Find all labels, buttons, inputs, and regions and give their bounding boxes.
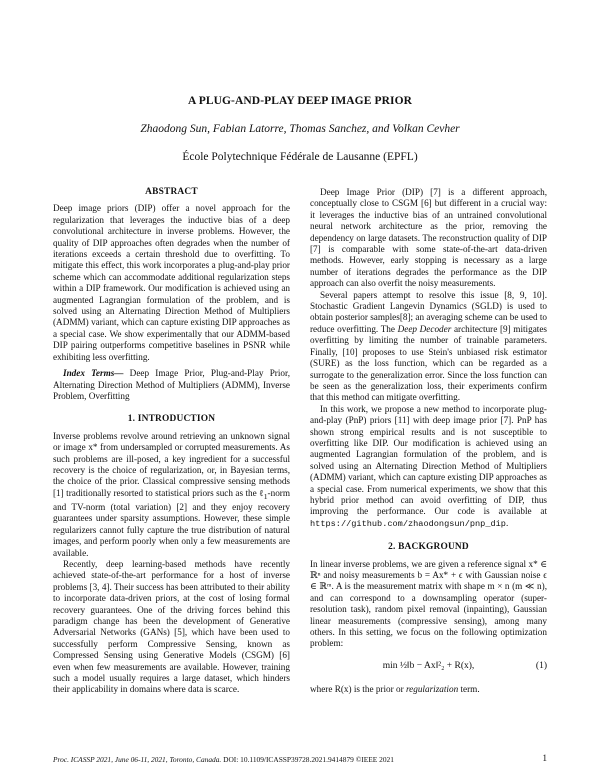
intro-paragraph-2: Recently, deep learning-based methods have recently achieved state-of-the-art performance for a host of inverse problems [3, 4]. Their success has been attributed to their ability to incorporate data-driven priors, at the cost of losing formal recovery guarantees. One of the driving forces behind this paradigm change has been the development of Generative Adversarial Networks (GANs) [5], which have been used to successfully perform Compressive Sensing, known as Compressed Sensing using Generative Models (CSGM) [6] even when few measurements are available. However, training such a model usually requires a large dataset, which hinders their applicability in domains where data is scarce.	[53, 559, 290, 695]
affiliation: École Polytechnique Fédérale de Lausanne (EPFL)	[182, 151, 418, 163]
equation-1	[310, 656, 547, 680]
equation-text: min ½‖b − Ax‖²₂ + R(x),	[382, 660, 475, 671]
footer-doi: DOI: 10.1109/ICASSP39728.2021.9414879	[221, 755, 354, 764]
contribution-paragraph	[310, 404, 547, 530]
intro-p1-a: Inverse problems revolve around retrieving an unknown signal or image x* from undersampled or corrupted measurements. As such problems are ill-posed, a key ingredient for a successful recovery is the choice of regularization, or, in Bayesian terms, the choice of the prior. Classical compressive sensing methods [1] traditionally resorted to statistical priors such as the ℓ	[53, 430, 290, 498]
dip-paragraph: Deep Image Prior (DIP) [7] is a different approach, conceptually close to CSGM [6] but different in a crucial way: it leverages the inductive bias of an untrained convolutional neural network architecture as the prior, removing the dependency on large datasets. The reconstruction quality of DIP [7] is comparable with some state-of-the-art data-driven methods. However, early stopping is necessary as a large number of iterations degrades the performance as the DIP approach can also overfit the noisy measurements.	[310, 187, 547, 289]
author-list: Zhaodong Sun, Fabian Latorre, Thomas Sanchez, and Volkan Cevher	[140, 123, 460, 135]
contrib-end: .	[505, 517, 509, 528]
index-terms-label: Index Terms—	[63, 368, 124, 379]
prior-sentence	[310, 684, 547, 695]
intro-heading: 1. INTRODUCTION	[127, 414, 216, 425]
rw-b: architecture [9] mitigates overfitting by limiting the number of trainable parameters. Finally, [10] proposes to use Stein's unbiased risk estimator (SURE) as the loss function, which can be regarded as a surrogate to the generalization error. Since the loss function can be seen as the generalization loss, their experiments confirm that this method can mitigate overfitting.	[310, 323, 547, 403]
right-column	[310, 187, 547, 695]
index-terms	[53, 368, 290, 402]
abstract-text: Deep image priors (DIP) offer a novel approach for the regularization that leverages the inductive bias of a deep convolutional architecture in inverse problems. However, the quality of DIP approaches often degrades when the number of iterations exceeds a certain threshold due to overfitting. To mitigate this effect, this work incorporates a plug-and-play prior scheme which can accommodate additional regularization steps within a DIP framework. Our modification is achieved using an augmented Lagrangian formulation of the problem, and is solved using an Alternating Direction Method of Multipliers (ADMM) variant, which can capture existing DIP approaches as a special case. We show experimentally that our ADMM-based DIP pairing outperforms competitive baselines in PSNR while exhibiting less overfitting.	[53, 203, 290, 362]
index-terms-text: Deep Image Prior, Plug-and-Play Prior, Alternating Direction Method of Multipliers (ADMM), Inverse Problem, Overfitting	[53, 368, 291, 401]
code-url-link[interactable]: https://github.com/zhaodongsun/pnp_dip	[310, 518, 506, 529]
footer-copyright: ©IEEE 2021	[353, 755, 394, 764]
background-paragraph: In linear inverse problems, we are given a reference signal x* ∈ ℝⁿ and noisy measurements b = Ax* + ϵ with Gaussian noise ϵ ∈ ℝᵐ. A is the measurement matrix with shape m × n (m ≪ n), and can correspond to a downsampling operator (super-resolution task), random pixel removal (inpainting), Gaussian linear measurements (compressive sensing), among many others. In this setting, we focus on the following optimization problem:	[310, 558, 547, 649]
left-column	[53, 187, 290, 696]
prior-b: term.	[458, 683, 480, 694]
contrib-text: In this work, we propose a new method to incorporate plug-and-play (PnP) priors [11] with deep image prior [7]. PnP has shown strong empirical results and is not susceptible to overfitting like DIP. Our modification is achieved using an augmented Lagrangian formulation of the problem, and is solved using an Alternating Direction Method of Multipliers (ADMM) variant, which can capture existing DIP approaches as a special case. From numerical experiments, we show that this hybrid prior method can avoid overfitting of DIP, thus improving the performance. Our code is available at	[310, 403, 547, 517]
prior-italic: regularization	[405, 683, 459, 694]
abstract-heading: ABSTRACT	[145, 187, 198, 197]
intro-p1-sub: 1	[263, 491, 268, 501]
equation-expression	[310, 661, 547, 672]
background-heading: 2. BACKGROUND	[388, 542, 469, 553]
page-number: 1	[542, 754, 547, 764]
prior-a: where R(x) is the prior or	[310, 683, 406, 694]
intro-paragraph-1	[53, 431, 290, 559]
rw-a: Several papers attempt to resolve this issue [8, 9, 10]. Stochastic Gradient Langevin Dynamics (SGLD) is used to obtain posterior samples[8]; an averaging scheme can be used to reduce overfitting. The	[310, 289, 548, 334]
paper-title: A PLUG-AND-PLAY DEEP IMAGE PRIOR	[187, 95, 413, 107]
equation-number: (1)	[535, 660, 547, 671]
rw-italic: Deep Decoder	[397, 323, 452, 334]
page-footer	[53, 755, 547, 764]
intro-p1-b: -norm and TV-norm (total variation) [2] and they enjoy recovery guarantees under sparsity assumptions. However, these simple regularizers cannot fully capture the true distribution of natural images, and perform poorly when only a few measurements are available.	[53, 487, 290, 558]
related-work-paragraph	[310, 290, 547, 404]
footer-proceedings: Proc. ICASSP 2021, June 06-11, 2021, Toronto, Canada.	[53, 755, 222, 764]
